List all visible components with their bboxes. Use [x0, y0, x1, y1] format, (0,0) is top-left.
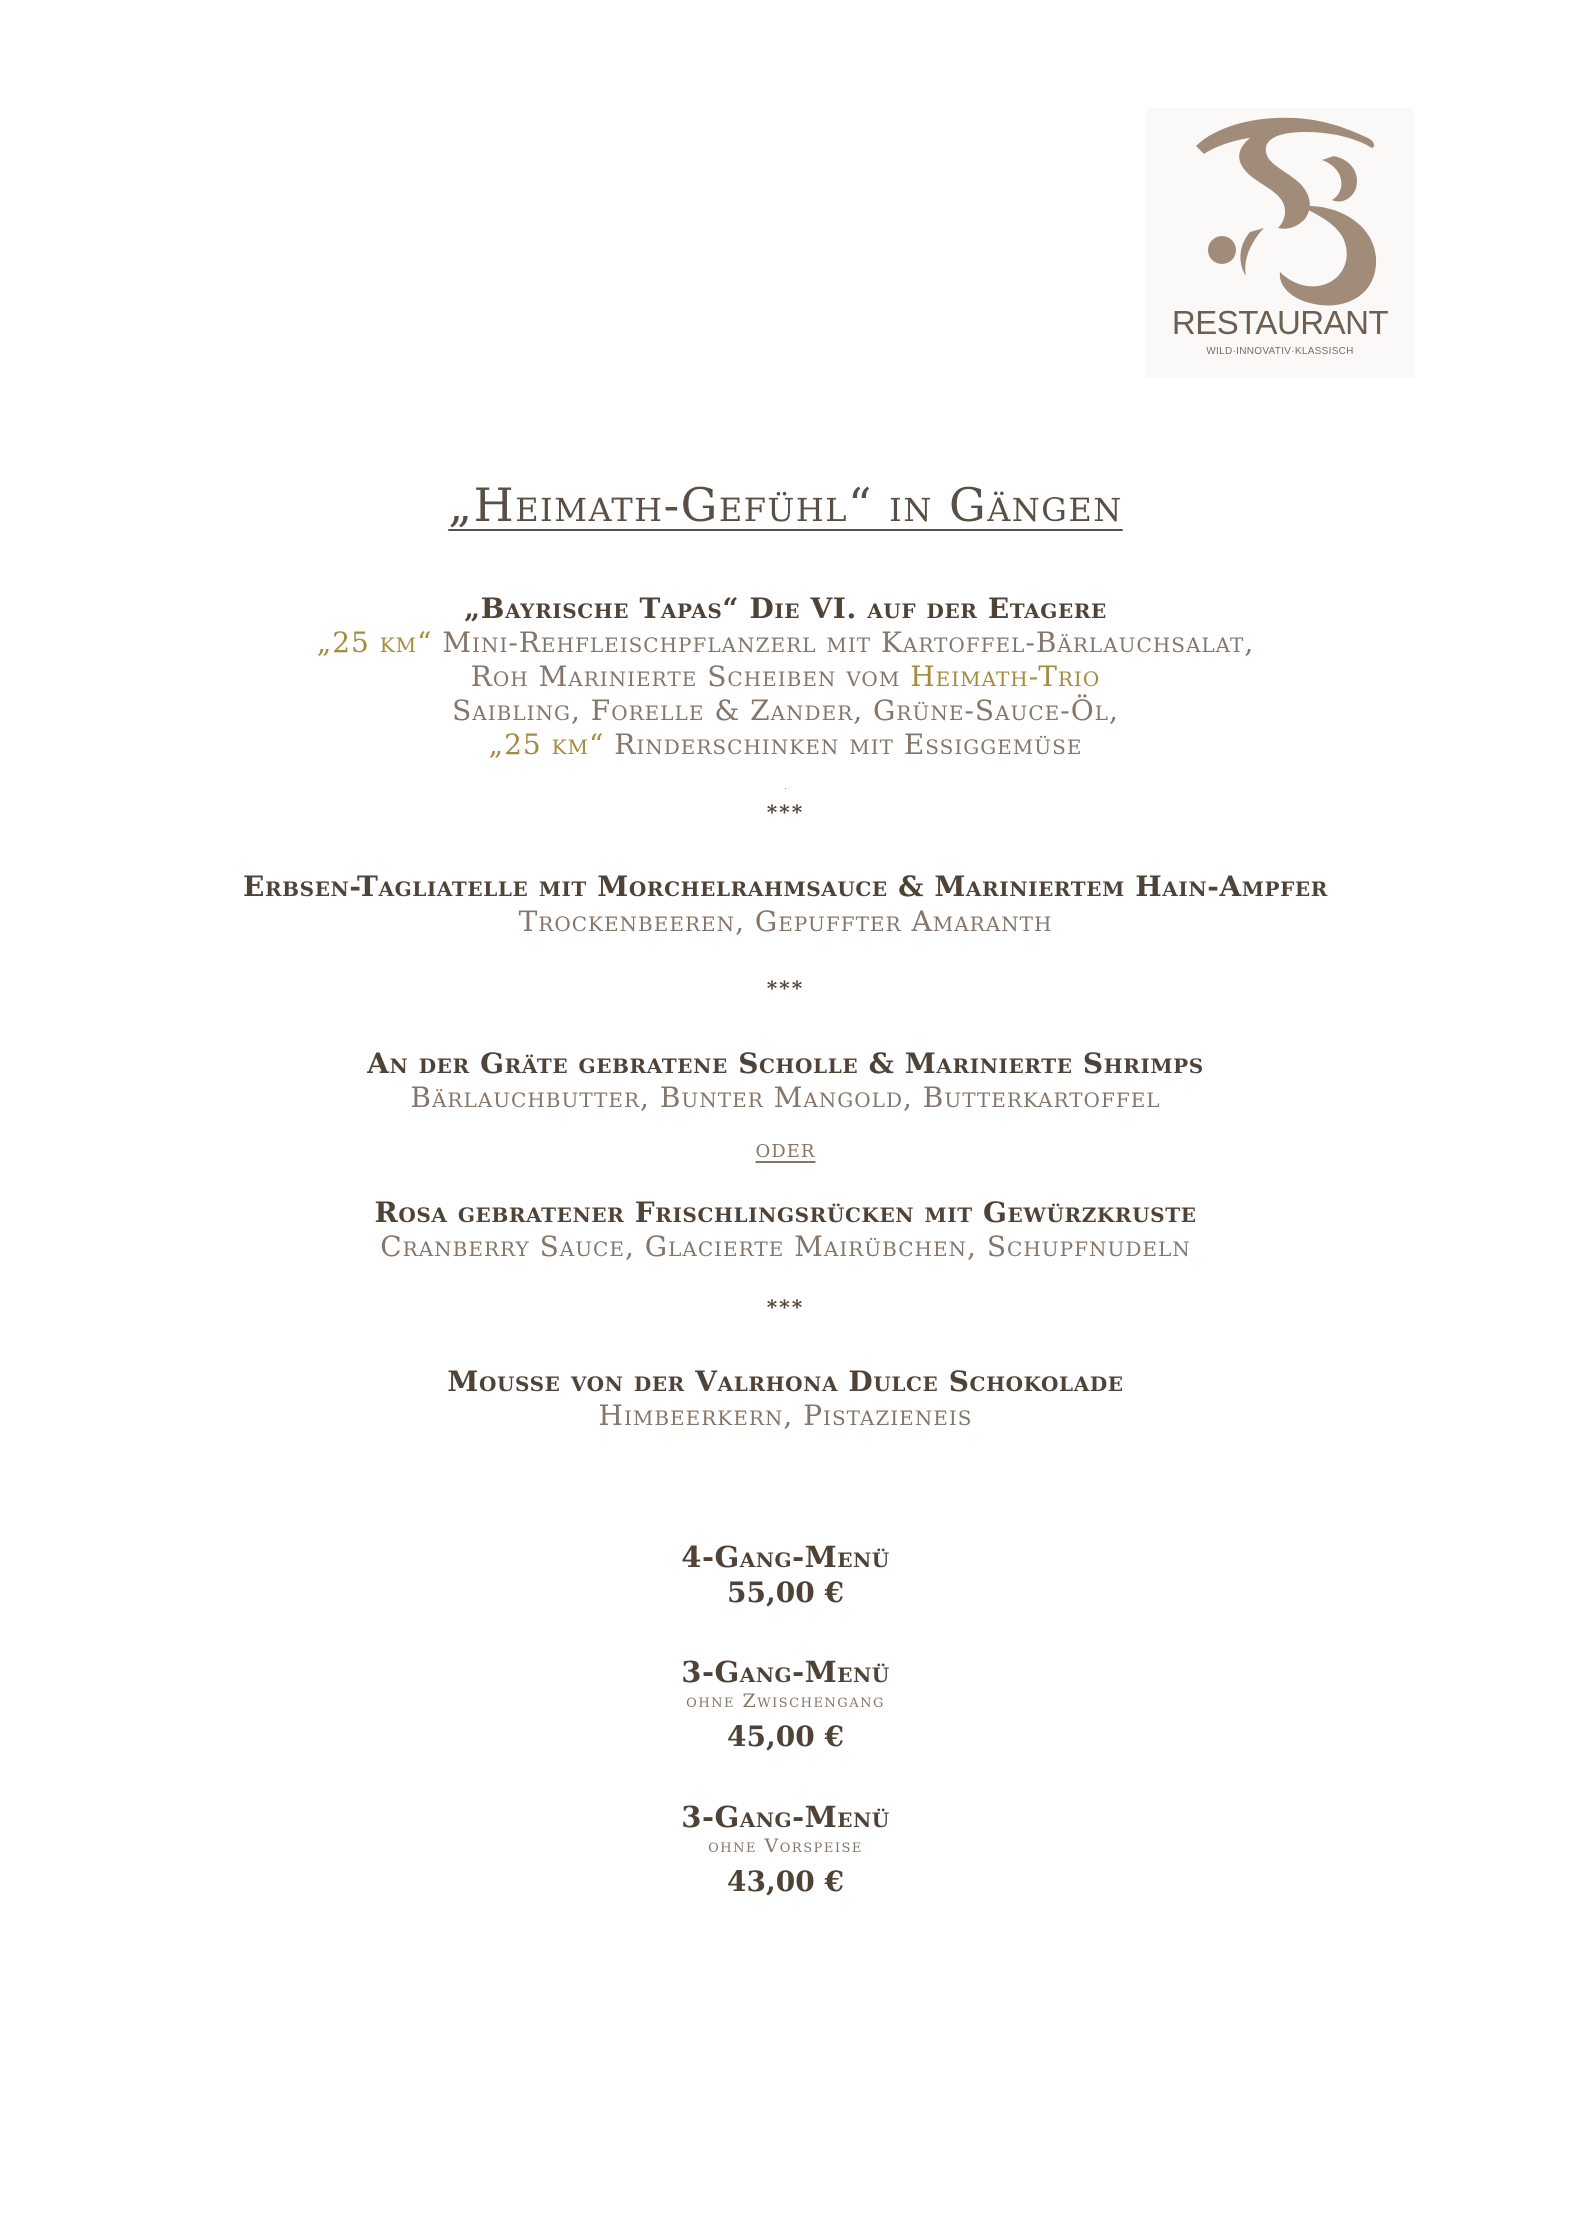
course-1-line-3-gold: Heimath-Trio: [910, 660, 1101, 693]
price-2-value: 45,00 €: [727, 1720, 844, 1753]
restaurant-logo: [1146, 108, 1414, 378]
logo-monogram-icon: [1146, 108, 1414, 308]
course-1-line-5-gold: „25 km“: [488, 728, 605, 761]
course-1-line-2: [0, 626, 1571, 660]
course-3a-title: An der Gräte gebratene Scholle & Marinierte Shrimps: [367, 1047, 1204, 1080]
course-1-line-5-text: Rinderschinken mit Essiggemüse: [604, 728, 1083, 761]
course-1-dot: .: [784, 782, 787, 791]
price-3-note: ohne Vorspeise: [708, 1835, 863, 1857]
course-4-sides: Himbeerkern, Pistazieneis: [598, 1399, 973, 1432]
course-2-sides: Trockenbeeren, Gepuffter Amaranth: [518, 905, 1053, 938]
course-1-line-5: [0, 728, 1571, 762]
separator-3: ***: [766, 1295, 805, 1319]
course-1-line-2-text: Mini-Rehfleischpflanzerl mit Kartoffel-Bärlauchsalat,: [432, 626, 1255, 659]
price-3-title: 3-Gang-Menü: [681, 1800, 890, 1834]
course-3a-sides: Bärlauchbutter, Bunter Mangold, Butterkartoffel: [410, 1081, 1161, 1114]
oder-label: oder: [755, 1134, 816, 1164]
price-1-value: 55,00 €: [727, 1576, 844, 1609]
course-1-line-3-text: Roh Marinierte Scheiben vom: [470, 660, 911, 693]
logo-tagline: WILD·INNOVATIV·KLASSISCH: [1206, 346, 1354, 357]
course-3b-title: Rosa gebratener Frischlingsrücken mit Gewürzkruste: [374, 1196, 1197, 1229]
separator-2: ***: [766, 976, 805, 1000]
course-1-line-4: Saibling, Forelle & Zander, Grüne-Sauce-Öl,: [452, 694, 1119, 727]
course-1-title: „Bayrische Tapas“ Die VI. auf der Etagere: [464, 592, 1107, 625]
price-2-title: 3-Gang-Menü: [681, 1655, 890, 1689]
menu-title: „Heimath-Gefühl“ in Gängen: [448, 478, 1123, 532]
course-4-title: Mousse von der Valrhona Dulce Schokolade: [447, 1365, 1124, 1398]
price-2-note: ohne Zwischengang: [686, 1690, 885, 1712]
course-1-line-3: [0, 660, 1571, 694]
course-3b-sides: Cranberry Sauce, Glacierte Mairübchen, Schupfnudeln: [380, 1230, 1191, 1263]
course-2-title: Erbsen-Tagliatelle mit Morchelrahmsauce & Mariniertem Hain-Ampfer: [243, 870, 1328, 903]
separator-1: ***: [766, 800, 805, 824]
price-1-title: 4-Gang-Menü: [681, 1540, 890, 1574]
price-3-value: 43,00 €: [727, 1865, 844, 1898]
course-1-line-2-gold: „25 km“: [316, 626, 433, 659]
logo-name: RESTAURANT: [1171, 304, 1389, 341]
